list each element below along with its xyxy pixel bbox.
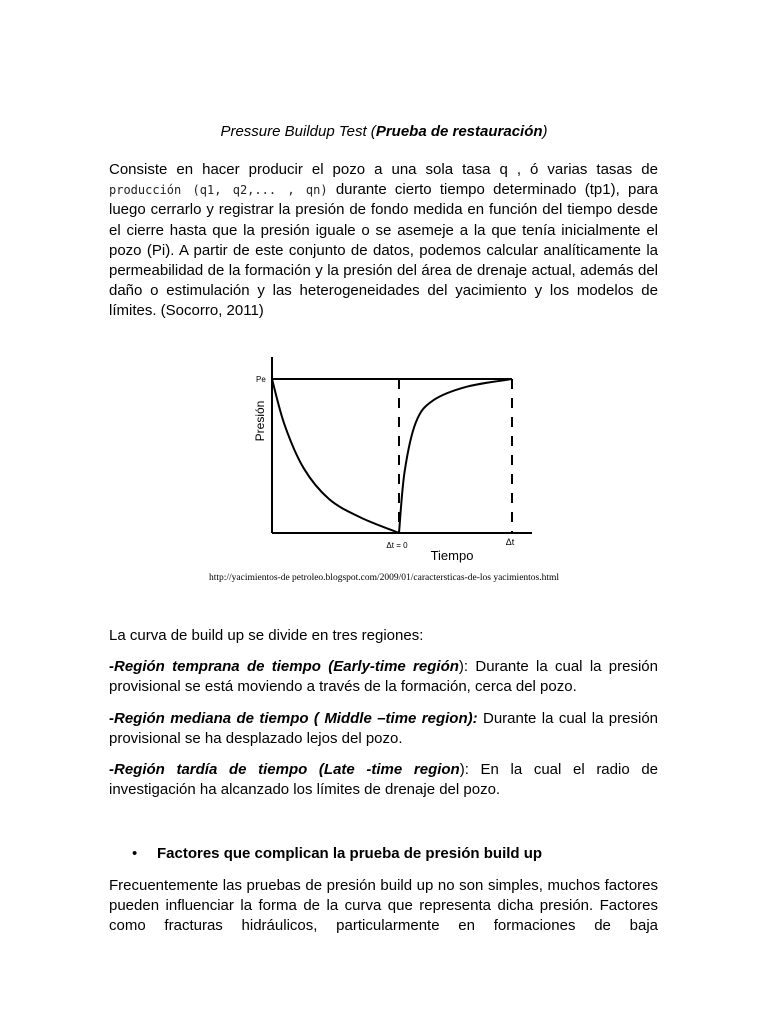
pe-label: Pe: [256, 375, 266, 384]
x-axis-label: Tiempo: [430, 548, 474, 563]
bullet-heading: Factores que complican la prueba de presión build up: [157, 845, 543, 862]
figure-source-url[interactable]: http://yacimientos-de petroleo.blogspot.com/2009/01/caractersticas-de-los yacimientos.html: [208, 573, 560, 583]
intro-mono-text: producción (q1, q2,... , qn): [109, 183, 328, 198]
region-middle: [109, 709, 658, 749]
intro-paragraph: [109, 160, 658, 322]
regions-intro: La curva de build up se divide en tres regiones:: [109, 627, 424, 644]
title-bold: Prueba de restauración: [375, 123, 543, 140]
region-middle-heading: -Región mediana de tiempo ( Middle –time region):: [109, 710, 478, 727]
intro-text-2: durante cierto tiempo determinado (tp1), para luego cerrarlo y registrar la presión de fondo medida en función del tiempo desde el cierre hasta que la presión iguale o se asemeje a la que tenía inicialmente el pozo (Pi). A partir de este conjunto de datos, podemos calcular analíticamente la permeabilidad de la formación y la presión del área de drenaje actual, además del daño o estimulación y las heterogeneidades del yacimiento y los modelos de límites. (Socorro, 2011): [109, 181, 658, 320]
page-title: [0, 123, 768, 141]
region-middle-text: Durante la cual la presión provisional se ha desplazado lejos del pozo.: [109, 710, 659, 748]
closing-paragraph: Frecuentemente las pruebas de presión build up no son simples, muchos factores pueden influenciar la forma de la curva que representa dicha presión. Factores como fracturas hidráulicos, particularmente en formaciones de baja: [109, 877, 658, 935]
intro-text-1: Consiste en hacer producir el pozo a una sola tasa q , ó varias tasas de: [109, 161, 658, 178]
pressure-chart: [240, 355, 540, 570]
region-early-text: ): Durante la cual la presión provisional se está moviendo a través de la formación, cerca del pozo.: [109, 658, 658, 696]
region-late: [109, 760, 658, 800]
pressure-buildup-figure: [240, 355, 540, 570]
region-early: [109, 657, 658, 697]
title-close: ): [542, 123, 548, 140]
title-italic: Pressure Buildup Test (: [220, 123, 376, 140]
region-early-heading: -Región temprana de tiempo (Early-time región: [109, 658, 459, 675]
region-late-heading: -Región tardía de tiempo (Late -time region: [109, 761, 460, 778]
dt-label: Δt: [505, 537, 515, 547]
dt0-label: Δt = 0: [386, 541, 408, 550]
buildup-curve: [399, 379, 512, 533]
y-axis-label: Presión: [253, 400, 267, 442]
drawdown-curve: [272, 379, 399, 533]
bullet-icon: •: [132, 845, 138, 862]
region-late-text: ): En la cual el radio de investigación ha alcanzado los límites de drenaje del pozo.: [109, 761, 658, 799]
